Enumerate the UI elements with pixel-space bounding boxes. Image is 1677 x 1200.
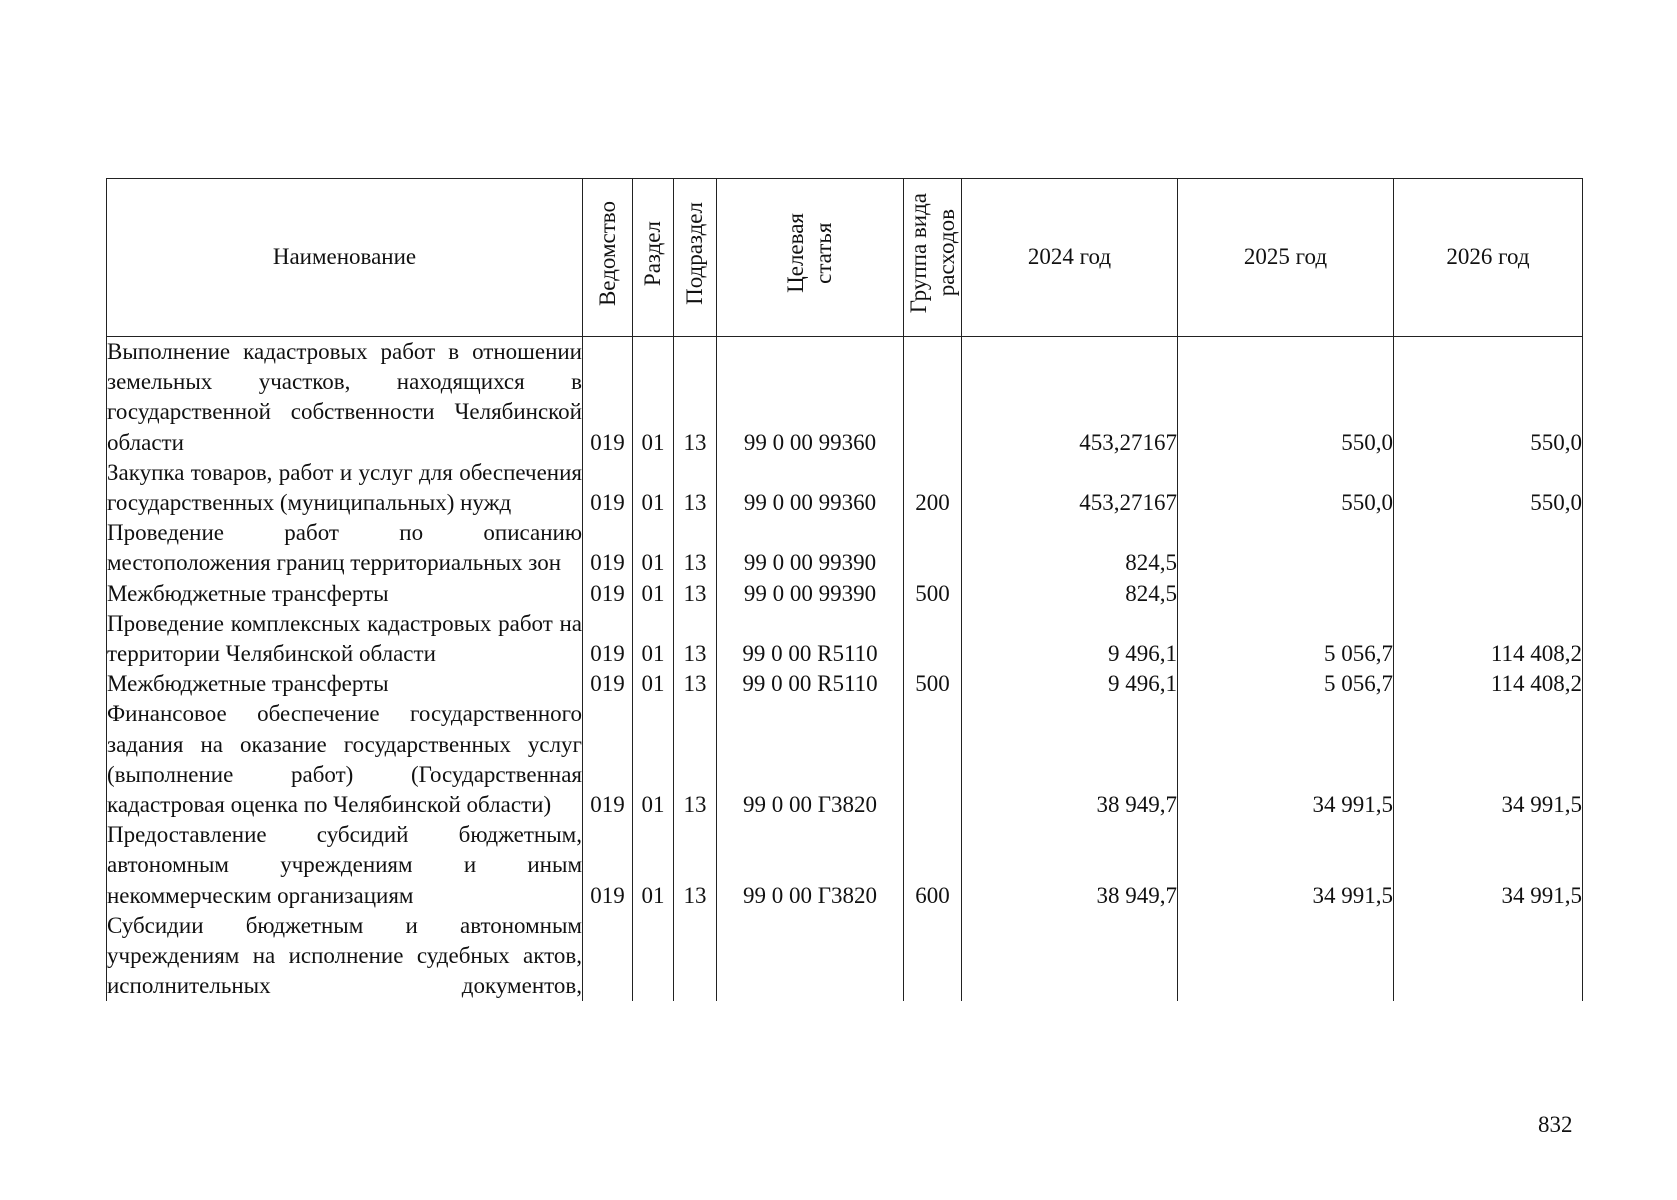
row-gruppa-vida: 500 (904, 579, 962, 609)
row-name: Закупка товаров, работ и услуг для обеспечения государственных (муниципальных) нужд (107, 458, 583, 518)
row-name: Проведение работ по описанию местоположения границ территориальных зон (107, 518, 583, 578)
row-podrazdel: 13 (674, 579, 717, 609)
header-2026: 2026 год (1394, 179, 1583, 337)
row-razdel: 01 (633, 458, 674, 518)
row-vedomstvo: 019 (583, 518, 633, 578)
row-2024: 824,5 (962, 579, 1178, 609)
row-tselevaya-statya: 99 0 00 Г3820 (717, 699, 904, 820)
row-podrazdel: 13 (674, 458, 717, 518)
row-gruppa-vida: 500 (904, 669, 962, 699)
row-razdel: 01 (633, 518, 674, 578)
row-name: Межбюджетные трансферты (107, 579, 583, 609)
row-gruppa-vida (904, 699, 962, 820)
row-tselevaya-statya: 99 0 00 99360 (717, 337, 904, 458)
table-row (107, 820, 1583, 911)
row-vedomstvo: 019 (583, 337, 633, 458)
row-gruppa-vida (904, 609, 962, 669)
row-2026: 550,0 (1394, 458, 1583, 518)
row-2025: 34 991,5 (1178, 820, 1394, 911)
table-row (107, 458, 1583, 518)
row-2025 (1178, 518, 1394, 578)
row-2025 (1178, 911, 1394, 1002)
row-podrazdel: 13 (674, 518, 717, 578)
row-2024: 9 496,1 (962, 669, 1178, 699)
header-tselevaya-statya: Целевая статья (717, 179, 904, 337)
row-razdel: 01 (633, 579, 674, 609)
header-gruppa-vida-rashodov: Группа вида расходов (904, 179, 962, 337)
row-2026: 114 408,2 (1394, 669, 1583, 699)
row-2026: 114 408,2 (1394, 609, 1583, 669)
row-podrazdel: 13 (674, 699, 717, 820)
header-name: Наименование (107, 179, 583, 337)
row-tselevaya-statya: 99 0 00 Г3820 (717, 820, 904, 911)
table-row (107, 609, 1583, 669)
row-2025: 34 991,5 (1178, 699, 1394, 820)
row-2025: 550,0 (1178, 458, 1394, 518)
row-vedomstvo: 019 (583, 458, 633, 518)
row-2024: 9 496,1 (962, 609, 1178, 669)
table-row (107, 337, 1583, 458)
row-podrazdel (674, 911, 717, 1002)
row-vedomstvo: 019 (583, 669, 633, 699)
table-row (107, 911, 1583, 1002)
row-podrazdel: 13 (674, 669, 717, 699)
row-2026: 550,0 (1394, 337, 1583, 458)
header-2024: 2024 год (962, 179, 1178, 337)
budget-table (106, 178, 1583, 1001)
row-gruppa-vida (904, 518, 962, 578)
row-name: Субсидии бюджетным и автономным учреждениям на исполнение судебных актов, исполнительных документов, (107, 911, 583, 1002)
row-tselevaya-statya: 99 0 00 R5110 (717, 609, 904, 669)
row-name: Предоставление субсидий бюджетным, автономным учреждениям и иным некоммерческим организациям (107, 820, 583, 911)
row-2026 (1394, 911, 1583, 1002)
row-tselevaya-statya: 99 0 00 R5110 (717, 669, 904, 699)
row-razdel: 01 (633, 820, 674, 911)
row-name: Межбюджетные трансферты (107, 669, 583, 699)
table-row (107, 669, 1583, 699)
row-2024: 453,27167 (962, 458, 1178, 518)
row-2025 (1178, 579, 1394, 609)
row-razdel: 01 (633, 669, 674, 699)
row-gruppa-vida: 600 (904, 820, 962, 911)
row-2025: 5 056,7 (1178, 609, 1394, 669)
row-vedomstvo: 019 (583, 609, 633, 669)
row-podrazdel: 13 (674, 820, 717, 911)
row-tselevaya-statya: 99 0 00 99390 (717, 579, 904, 609)
row-razdel: 01 (633, 337, 674, 458)
row-razdel: 01 (633, 609, 674, 669)
table-row (107, 579, 1583, 609)
row-podrazdel: 13 (674, 609, 717, 669)
row-razdel: 01 (633, 699, 674, 820)
row-name: Проведение комплексных кадастровых работ на территории Челябинской области (107, 609, 583, 669)
row-tselevaya-statya (717, 911, 904, 1002)
row-podrazdel: 13 (674, 337, 717, 458)
row-2026: 34 991,5 (1394, 820, 1583, 911)
header-razdel: Раздел (633, 179, 674, 337)
row-2026 (1394, 518, 1583, 578)
row-vedomstvo: 019 (583, 699, 633, 820)
row-2024: 453,27167 (962, 337, 1178, 458)
header-row (107, 179, 1583, 337)
row-2024: 38 949,7 (962, 699, 1178, 820)
table-row (107, 699, 1583, 820)
row-2024: 38 949,7 (962, 820, 1178, 911)
row-2025: 550,0 (1178, 337, 1394, 458)
row-vedomstvo: 019 (583, 820, 633, 911)
row-2025: 5 056,7 (1178, 669, 1394, 699)
row-2026 (1394, 579, 1583, 609)
row-2024: 824,5 (962, 518, 1178, 578)
row-gruppa-vida: 200 (904, 458, 962, 518)
row-name: Выполнение кадастровых работ в отношении земельных участков, находящихся в государственной собственности Челябинской области (107, 337, 583, 458)
row-razdel (633, 911, 674, 1002)
page-number: 832 (1538, 1112, 1573, 1137)
header-2025: 2025 год (1178, 179, 1394, 337)
row-2024 (962, 911, 1178, 1002)
row-vedomstvo: 019 (583, 579, 633, 609)
header-vedomstvo: Ведомство (583, 179, 633, 337)
row-2026: 34 991,5 (1394, 699, 1583, 820)
row-gruppa-vida (904, 337, 962, 458)
row-name: Финансовое обеспечение государственного задания на оказание государственных услуг (выполнение работ) (Государственная кадастровая оценка по Челябинской области) (107, 699, 583, 820)
row-tselevaya-statya: 99 0 00 99360 (717, 458, 904, 518)
row-vedomstvo (583, 911, 633, 1002)
row-tselevaya-statya: 99 0 00 99390 (717, 518, 904, 578)
header-podrazdel: Подраздел (674, 179, 717, 337)
table-row (107, 518, 1583, 578)
row-gruppa-vida (904, 911, 962, 1002)
